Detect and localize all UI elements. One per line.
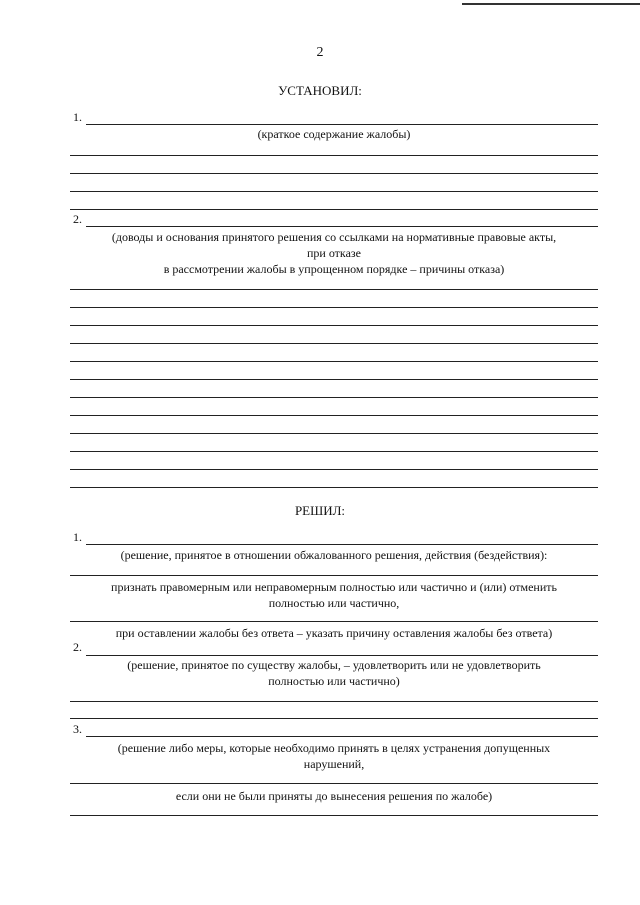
fill-line	[70, 307, 598, 308]
field-caption: в рассмотрении жалобы в упрощенном порядке – причины отказа)	[163, 262, 505, 276]
fill-line	[70, 718, 598, 719]
section-heading-decided: РЕШИЛ:	[294, 503, 346, 518]
field-caption: (решение либо меры, которые необходимо принять в целях устранения допущенных	[117, 741, 551, 755]
fill-line	[86, 544, 598, 545]
fill-line	[86, 226, 598, 227]
field-caption: (решение, принятое в отношении обжалованного решения, действия (бездействия):	[120, 548, 548, 562]
item-number: 2.	[73, 212, 82, 226]
fill-line	[70, 621, 598, 622]
fill-line	[70, 815, 598, 816]
item-number: 1.	[73, 110, 82, 124]
field-caption: (краткое содержание жалобы)	[257, 127, 411, 141]
fill-line	[70, 289, 598, 290]
field-caption: при отказе	[307, 246, 361, 260]
field-caption: полностью или частично,	[268, 596, 400, 610]
field-caption: (решение, принятое по существу жалобы, – удовлетворить или не удовлетворить	[127, 658, 541, 672]
fill-line	[70, 701, 598, 702]
fill-line	[70, 343, 598, 344]
page-number: 2	[316, 45, 324, 60]
fill-line	[70, 487, 598, 488]
fill-line	[86, 655, 598, 656]
scan-edge-mark	[462, 3, 640, 5]
fill-line	[70, 575, 598, 576]
fill-line	[70, 209, 598, 210]
fill-line	[70, 397, 598, 398]
fill-line	[70, 173, 598, 174]
fill-line	[86, 736, 598, 737]
fill-line	[70, 155, 598, 156]
fill-line	[70, 451, 598, 452]
field-caption: (доводы и основания принятого решения со ссылками на нормативные правовые акты,	[111, 230, 557, 244]
fill-line	[70, 783, 598, 784]
fill-line	[70, 191, 598, 192]
fill-line	[70, 325, 598, 326]
field-caption: полностью или частично)	[268, 674, 400, 688]
item-number: 2.	[73, 640, 82, 654]
field-caption: нарушений,	[303, 757, 365, 771]
fill-line	[70, 415, 598, 416]
field-caption: если они не были приняты до вынесения решения по жалобе)	[175, 789, 493, 803]
section-heading-established: УСТАНОВИЛ:	[278, 83, 362, 98]
fill-line	[70, 469, 598, 470]
field-caption: при оставлении жалобы без ответа – указать причину оставления жалобы без ответа)	[115, 626, 553, 640]
item-number: 3.	[73, 722, 82, 736]
field-caption: признать правомерным или неправомерным полностью или частично и (или) отменить	[111, 580, 557, 594]
fill-line	[70, 433, 598, 434]
fill-line	[86, 124, 598, 125]
fill-line	[70, 361, 598, 362]
fill-line	[70, 379, 598, 380]
item-number: 1.	[73, 530, 82, 544]
